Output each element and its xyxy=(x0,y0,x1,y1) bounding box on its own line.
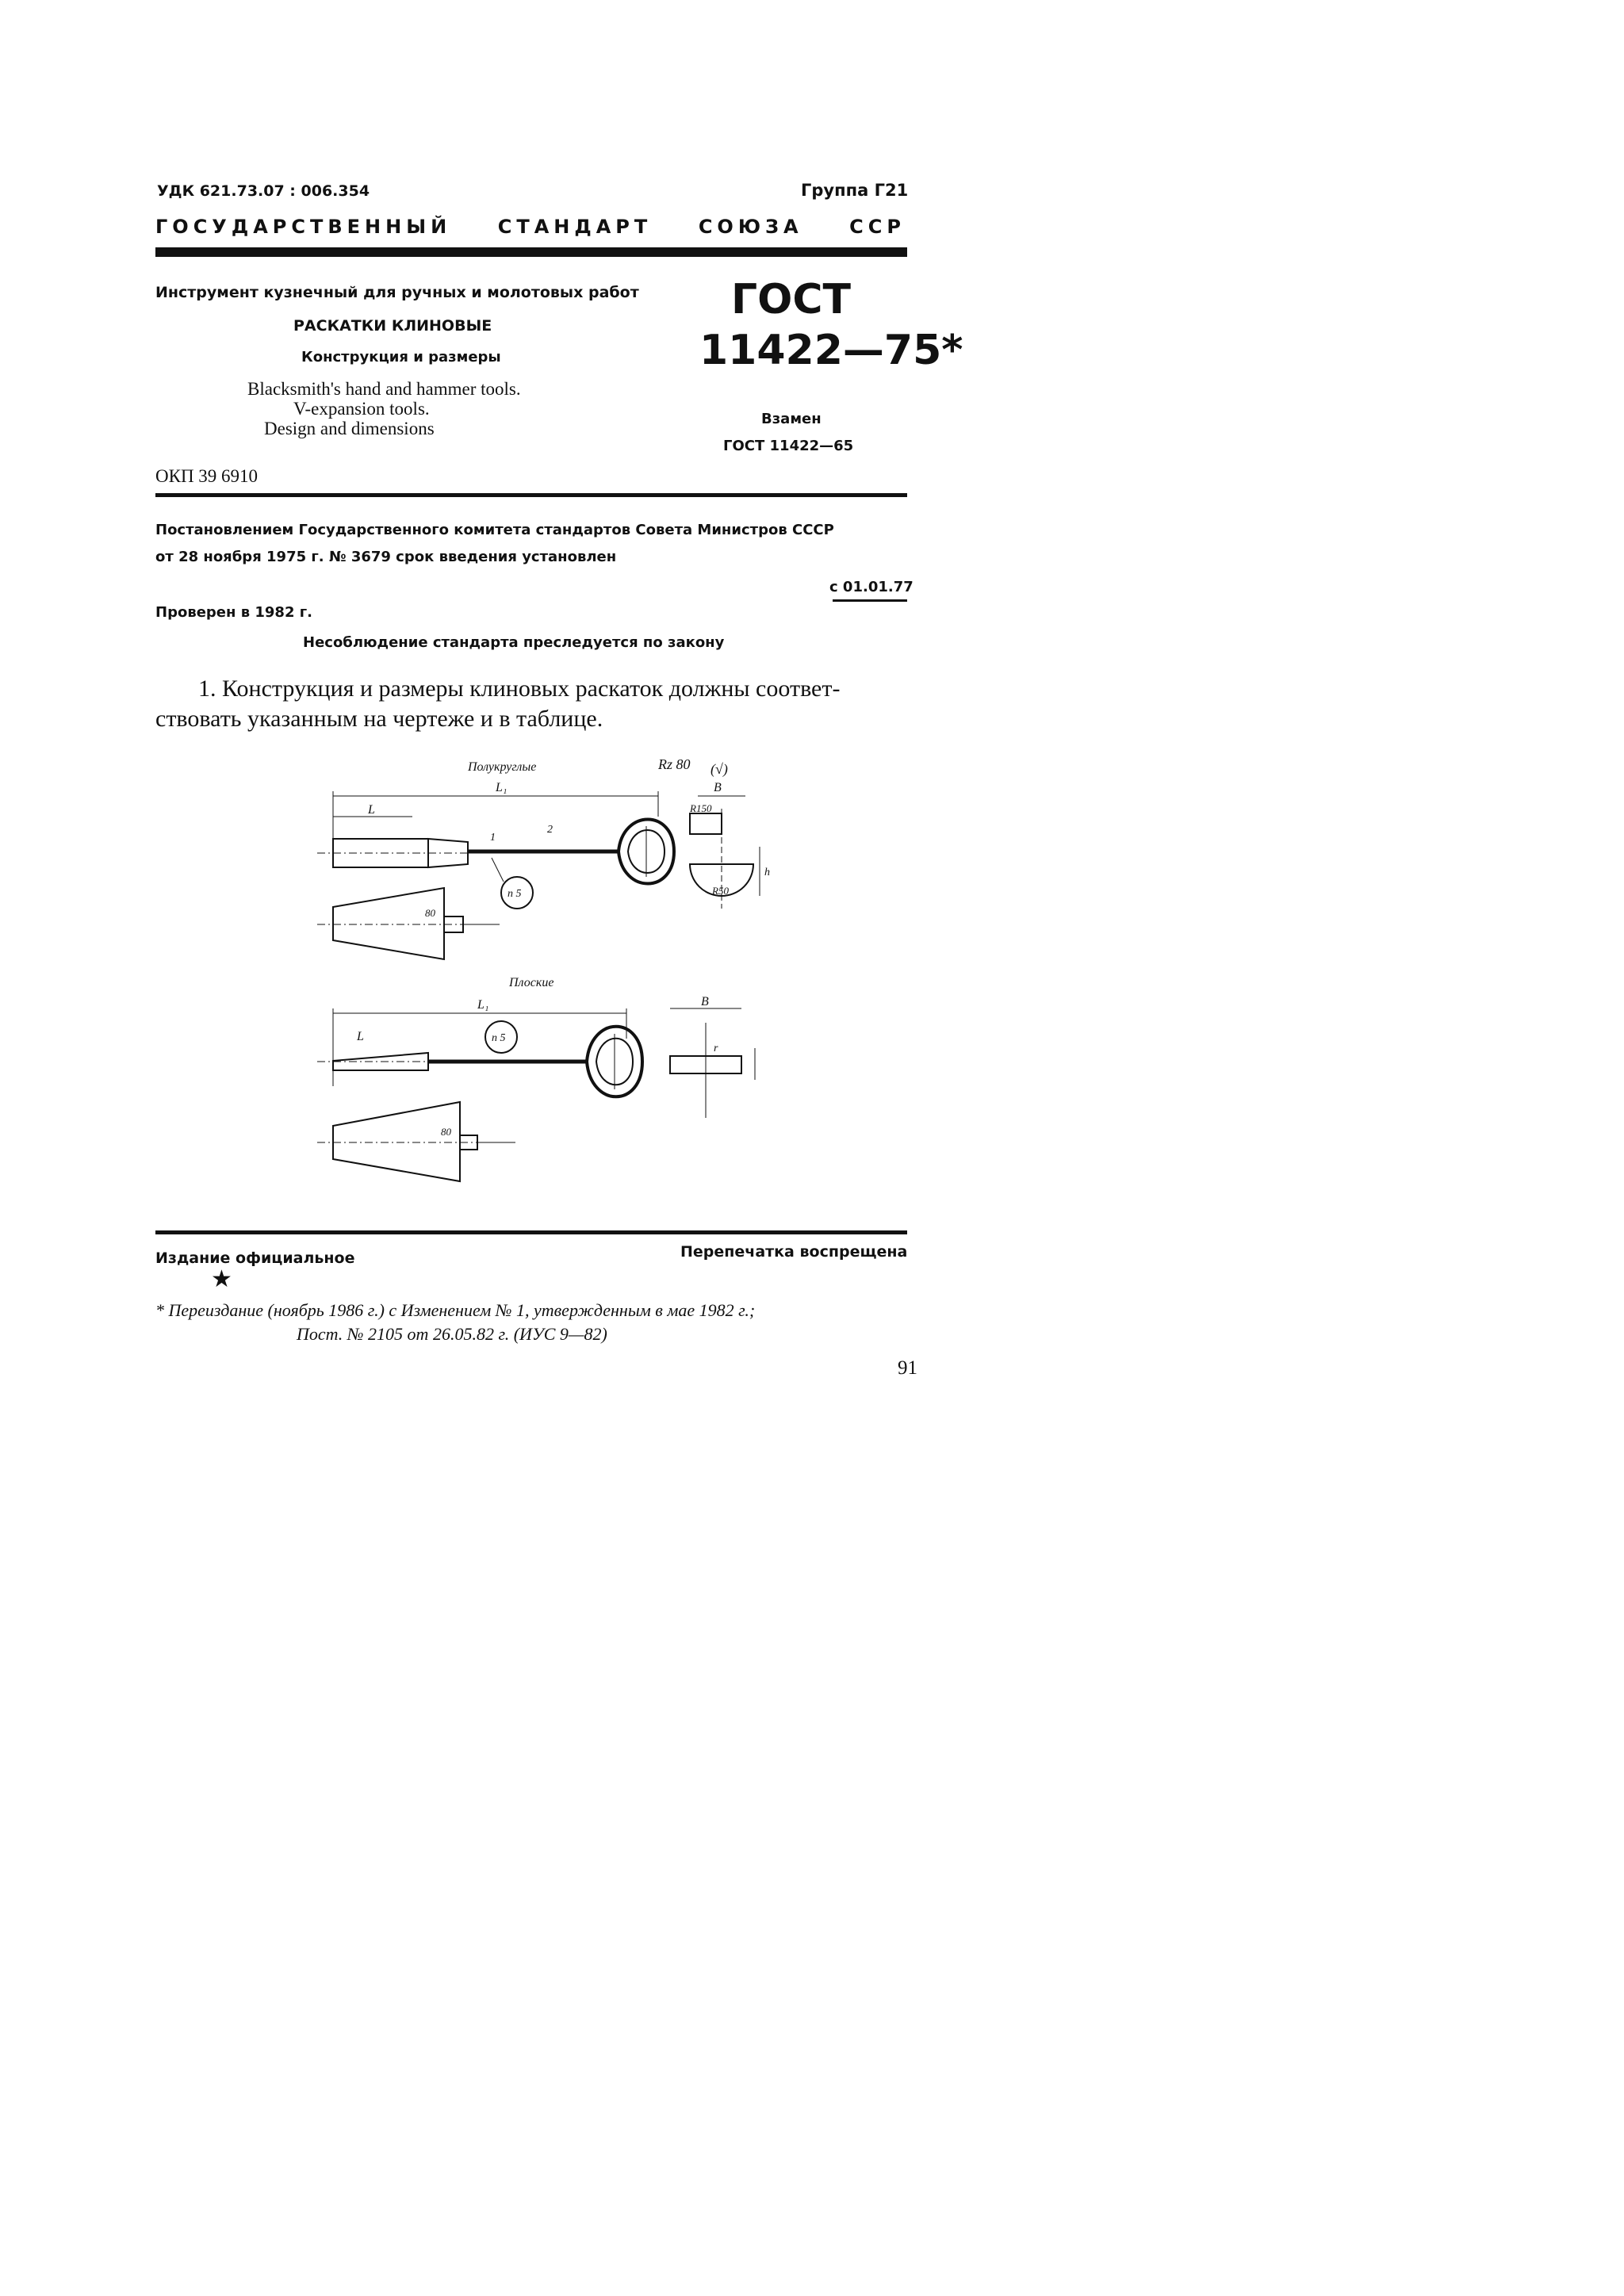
udk-code: УДК 621.73.07 : 006.354 xyxy=(157,182,370,200)
label-r: r xyxy=(714,1043,718,1054)
effective-date: с 01.01.77 xyxy=(829,579,914,595)
title-en-line1: Blacksmith's hand and hammer tools. xyxy=(247,379,521,399)
caption-semicircular: Полукруглые xyxy=(468,760,537,774)
page-number: 91 xyxy=(898,1357,917,1379)
checked-year: Проверен в 1982 г. xyxy=(155,604,312,621)
replaces-value: ГОСТ 11422—65 xyxy=(723,438,854,454)
label-80-bottom: 80 xyxy=(441,1126,451,1138)
gost-label: ГОСТ xyxy=(731,276,851,323)
banner-rule xyxy=(155,247,907,257)
label-r50: R50 xyxy=(712,885,729,897)
label-n5-top: n 5 xyxy=(508,888,522,900)
roughness-value: Rz 80 xyxy=(658,756,691,772)
okp-rule xyxy=(155,493,907,497)
banner-word: ГОСУДАРСТВЕННЫЙ xyxy=(155,216,452,238)
banner-word: СОЮЗА xyxy=(698,216,803,238)
effective-date-rule xyxy=(833,599,907,602)
reissue-note-line2: Пост. № 2105 от 26.05.82 г. (ИУС 9—82) xyxy=(297,1324,607,1344)
title-ru-line3: Конструкция и размеры xyxy=(301,349,501,365)
replaces-label: Взамен xyxy=(761,411,822,427)
label-b: B xyxy=(714,781,722,794)
star-icon: ★ xyxy=(211,1266,232,1292)
law-notice: Несоблюдение стандарта преследуется по закону xyxy=(303,634,725,651)
banner-word: СТАНДАРТ xyxy=(497,216,653,238)
label-l: L xyxy=(368,803,375,817)
label-r150: R150 xyxy=(690,802,712,814)
label-l1: L₁ xyxy=(496,781,508,794)
label-l-bottom: L xyxy=(357,1030,364,1043)
banner-word: ССР xyxy=(849,216,906,238)
label-h: h xyxy=(764,867,770,878)
title-en-line2: V-expansion tools. xyxy=(293,399,430,419)
label-2: 2 xyxy=(547,824,553,836)
technical-drawing xyxy=(301,753,793,1221)
decree-line1: Постановлением Государственного комитета стандартов Совета Министров СССР xyxy=(155,522,834,538)
okp-code: ОКП 39 6910 xyxy=(155,466,259,486)
label-b-bottom: B xyxy=(701,995,709,1008)
reissue-note-line1: * Переиздание (ноябрь 1986 г.) с Изменением № 1, утвержденным в мае 1982 г.; xyxy=(155,1300,756,1320)
label-80-top: 80 xyxy=(425,907,435,919)
paragraph-line1: 1. Конструкция и размеры клиновых раскаток должны соответ- xyxy=(198,675,841,702)
title-ru-line1: Инструмент кузнечный для ручных и молотовых работ xyxy=(155,284,639,301)
gost-number: 11422—75* xyxy=(699,327,963,374)
label-l1-bottom: L₁ xyxy=(477,998,489,1012)
paragraph-line2: ствовать указанным на чертеже и в таблице. xyxy=(155,706,603,732)
footer-rule xyxy=(155,1230,907,1234)
caption-flat: Плоские xyxy=(509,976,554,989)
label-n5-bottom: n 5 xyxy=(492,1032,506,1044)
label-1: 1 xyxy=(490,832,496,844)
group-code: Группа Г21 xyxy=(801,181,909,200)
roughness-paren: (√) xyxy=(710,761,728,777)
title-ru-line2: РАСКАТКИ КЛИНОВЫЕ xyxy=(293,317,492,335)
decree-line2: от 28 ноября 1975 г. № 3679 срок введения установлен xyxy=(155,549,617,565)
reprint-prohibited: Перепечатка воспрещена xyxy=(680,1243,908,1261)
title-en-line3: Design and dimensions xyxy=(264,419,435,438)
state-standard-banner xyxy=(155,216,906,238)
official-edition: Издание официальное xyxy=(155,1249,355,1267)
